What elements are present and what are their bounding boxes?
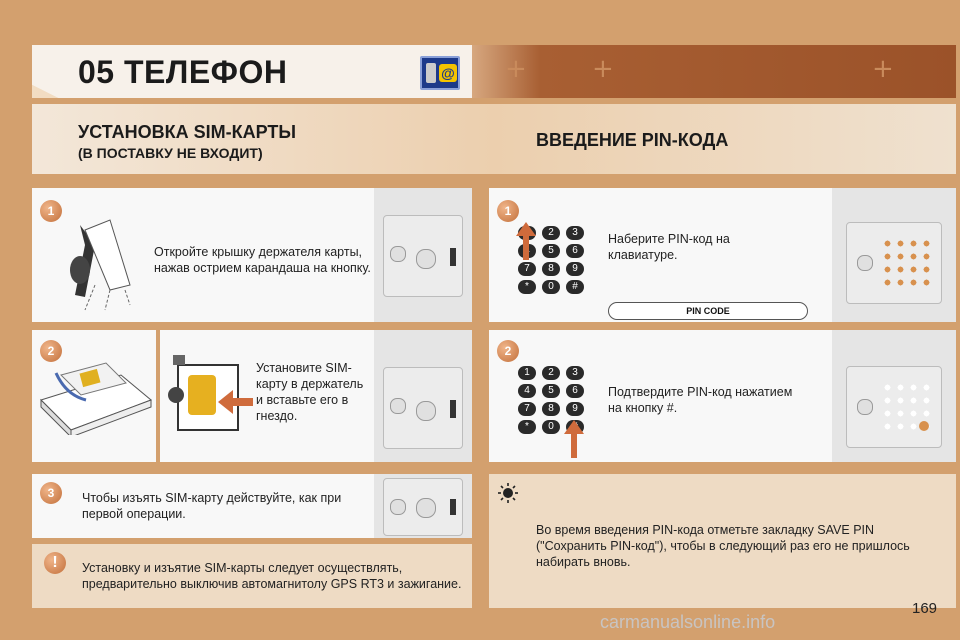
key-4: 4 — [518, 384, 536, 398]
lightbulb-icon — [497, 482, 519, 504]
keypad-illustration — [512, 222, 592, 298]
pin-step-2-text: Подтвердите PIN-код нажатием на кнопку #. — [608, 385, 793, 415]
key-star: * — [518, 420, 536, 434]
key-3: 3 — [566, 366, 584, 380]
key-5: 5 — [542, 384, 560, 398]
decor-plus-3: + — [872, 54, 894, 84]
key-9: 9 — [566, 402, 584, 416]
key-7: 7 — [518, 402, 536, 416]
up-arrow-icon — [516, 222, 536, 262]
radio-unit-illustration — [383, 478, 463, 536]
decor-plus-2: + — [592, 54, 614, 84]
step-badge: 1 — [497, 200, 519, 222]
key-9: 9 — [566, 262, 584, 276]
up-arrow-icon — [564, 420, 584, 458]
key-0: 0 — [542, 280, 560, 294]
key-0: 0 — [542, 420, 560, 434]
key-star: * — [518, 280, 536, 294]
pencil-press-illustration — [55, 215, 140, 315]
page-title: 05 ТЕЛЕФОН — [78, 54, 288, 90]
tip-text: Во время введения PIN-кода отметьте закладку SAVE PIN ("Сохранить PIN-код"), чтобы в следующий раз его не пришлось набирать вновь. — [536, 523, 910, 569]
sim-step-2-text: Установите SIM-карту в держатель и вставьте его в гнездо. — [256, 361, 364, 423]
key-7: 7 — [518, 262, 536, 276]
step-badge: 2 — [40, 340, 62, 362]
key-2: 2 — [542, 366, 560, 380]
key-3: 3 — [566, 226, 584, 240]
warning-icon: ! — [44, 552, 66, 574]
sim-step-3-text: Чтобы изъять SIM-карту действуйте, как при первой операции. — [82, 491, 342, 521]
pin-section-title: ВВЕДЕНИЕ PIN-КОДА — [536, 130, 729, 150]
step-badge: 1 — [40, 200, 62, 222]
keypad-illustration — [512, 362, 592, 458]
key-5: 5 — [542, 244, 560, 258]
step-badge: 3 — [40, 482, 62, 504]
pin-step-1-text: Наберите PIN-код на клавиатуре. — [608, 232, 730, 262]
key-8: 8 — [542, 402, 560, 416]
radio-unit-illustration — [383, 367, 463, 449]
page-number: 169 — [912, 600, 938, 617]
radio-unit-illustration — [383, 215, 463, 297]
watermark: carmanualsonline.info — [600, 612, 776, 632]
decor-plus-1: + — [505, 54, 527, 84]
pin-code-field: PIN CODE — [608, 302, 808, 320]
radio-keypad-illustration — [846, 222, 942, 304]
key-2: 2 — [542, 226, 560, 240]
key-hash: # — [566, 280, 584, 294]
phone-at-icon: @ — [420, 56, 460, 90]
warning-text: Установку и изъятие SIM-карты следует осуществлять, предварительно выключив автомагнитолу GPS RT3 и зажигание. — [82, 561, 462, 591]
key-6: 6 — [566, 244, 584, 258]
key-1: 1 — [518, 366, 536, 380]
step-badge: 2 — [497, 340, 519, 362]
sim-section-subtitle: (В ПОСТАВКУ НЕ ВХОДИТ) — [78, 145, 263, 161]
sim-insert-illustration — [168, 350, 258, 440]
key-6: 6 — [566, 384, 584, 398]
sim-step-1-text: Откройте крышку держателя карты, нажав острием карандаша на кнопку. — [154, 245, 371, 275]
sim-section-title: УСТАНОВКА SIM-КАРТЫ — [78, 122, 296, 142]
sim-tray-illustration — [36, 355, 154, 435]
radio-keypad-illustration — [846, 366, 942, 448]
key-8: 8 — [542, 262, 560, 276]
